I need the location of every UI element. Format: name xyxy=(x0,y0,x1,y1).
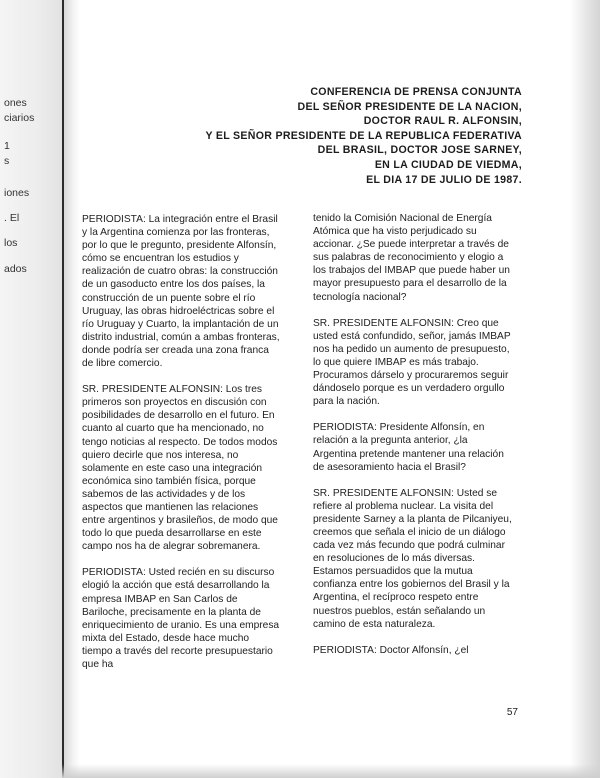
title-line: EN LA CIUDAD DE VIEDMA, xyxy=(374,158,522,171)
margin-fragment: ados xyxy=(4,263,27,275)
paragraph: PERIODISTA: Presidente Alfonsín, en relación a la pregunta anterior, ¿la Argentina pretende mantener una relación de asesoramiento hacia el Brasil? xyxy=(313,422,504,473)
margin-fragment: ciarios xyxy=(4,112,35,124)
margin-fragment: los xyxy=(4,237,18,249)
binding-gutter xyxy=(62,0,80,778)
right-text-column xyxy=(313,212,513,670)
page-number: 57 xyxy=(506,707,518,718)
paragraph: tenido la Comisión Nacional de Energía Atómica que ha visto perjudicado su accionar. ¿Se puede interpretar a través de sus palabras de reconocimiento y elogio a los trabajos del IMBAP que puede haber un mayor presupuesto para el desarrollo de la tecnología nacional? xyxy=(313,213,510,303)
margin-fragment: ones xyxy=(4,97,27,109)
title-line: DEL SEÑOR PRESIDENTE DE LA NACION, xyxy=(297,100,522,113)
title-line: CONFERENCIA DE PRENSA CONJUNTA xyxy=(310,86,522,98)
paragraph: SR. PRESIDENTE ALFONSIN: Creo que usted está confundido, señor, jamás IMBAP nos ha pedido un aumento de presupuesto, lo que quiere IMBAP es más trabajo. Procuramos dárselo y procuraremos seguir dándoselo porque es un verdadero orgullo para la nación. xyxy=(313,317,511,408)
margin-fragment: iones xyxy=(4,187,30,199)
margin-fragment: 1 xyxy=(4,140,10,152)
left-text-column xyxy=(82,213,280,684)
paragraph: PERIODISTA: Doctor Alfonsín, ¿el xyxy=(313,644,469,656)
page-right-edge xyxy=(570,0,600,778)
paragraph: SR. PRESIDENTE ALFONSIN: Usted se refiere al problema nuclear. La visita del presidente Sarney a la planta de Pilcaniyeu, creemos que señala el inicio de un diálogo cada vez más fecundo que podrá culminar en resoluciones de lo más diversas. Estamos persuadidos que la mutua confianza entre los gobiernos del Brasil y la Argentina, el recíproco respeto entre nuestros pueblos, están señalando un camino de esta naturaleza. xyxy=(313,487,512,630)
page-bottom-edge xyxy=(62,764,600,778)
margin-fragment: . El xyxy=(4,212,20,224)
title-line: DOCTOR RAUL R. ALFONSIN, xyxy=(363,115,522,128)
previous-page-edge xyxy=(0,0,62,778)
title-line: DEL BRASIL, DOCTOR JOSE SARNEY, xyxy=(317,144,522,157)
title-line: Y EL SEÑOR PRESIDENTE DE LA REPUBLICA FEDERATIVA xyxy=(205,129,522,142)
paragraph: PERIODISTA: La integración entre el Brasil y la Argentina comienza por las fronteras, por lo que le pregunto, presidente Alfonsín, cómo se encuentran los estudios y realización de cuatro obras: la construcción de un gasoducto entre los dos países, la construcción de un puente sobre el río Uruguay, las obras hidroeléctricas sobre el río Uruguay y Cuarto, la implantación de un distrito industrial, común a ambas fronteras, donde podría ser creada una zona franca de libre comercio. xyxy=(82,214,280,370)
margin-fragment: s xyxy=(4,155,10,167)
paragraph: PERIODISTA: Usted recién en su discurso elogió la acción que está desarrollando la empresa IMBAP en San Carlos de Bariloche, precisamente en la planta de enriquecimiento de uranio. Es una empresa mixta del Estado, desde hace mucho tiempo a través del recorte presupuestario que ha xyxy=(82,567,280,670)
title-line: EL DIA 17 DE JULIO DE 1987. xyxy=(366,173,522,186)
document-title xyxy=(162,85,522,187)
paragraph: SR. PRESIDENTE ALFONSIN: Los tres primeros son proyectos en discusión con posibilidades de desarrollo en el futuro. En cuanto al cuarto que ha mencionado, no tengo noticias al respecto. De todos modos quiero decirle que nos interesa, no solamente en este caso una integración económica sino también física, porque sabemos de las actividades y de los aspectos que mantienen las relaciones entre argentinos y brasileños, de modo que todo lo que pueda desarrollarse en este campo nos ha de alegrar sobremanera. xyxy=(82,384,278,553)
